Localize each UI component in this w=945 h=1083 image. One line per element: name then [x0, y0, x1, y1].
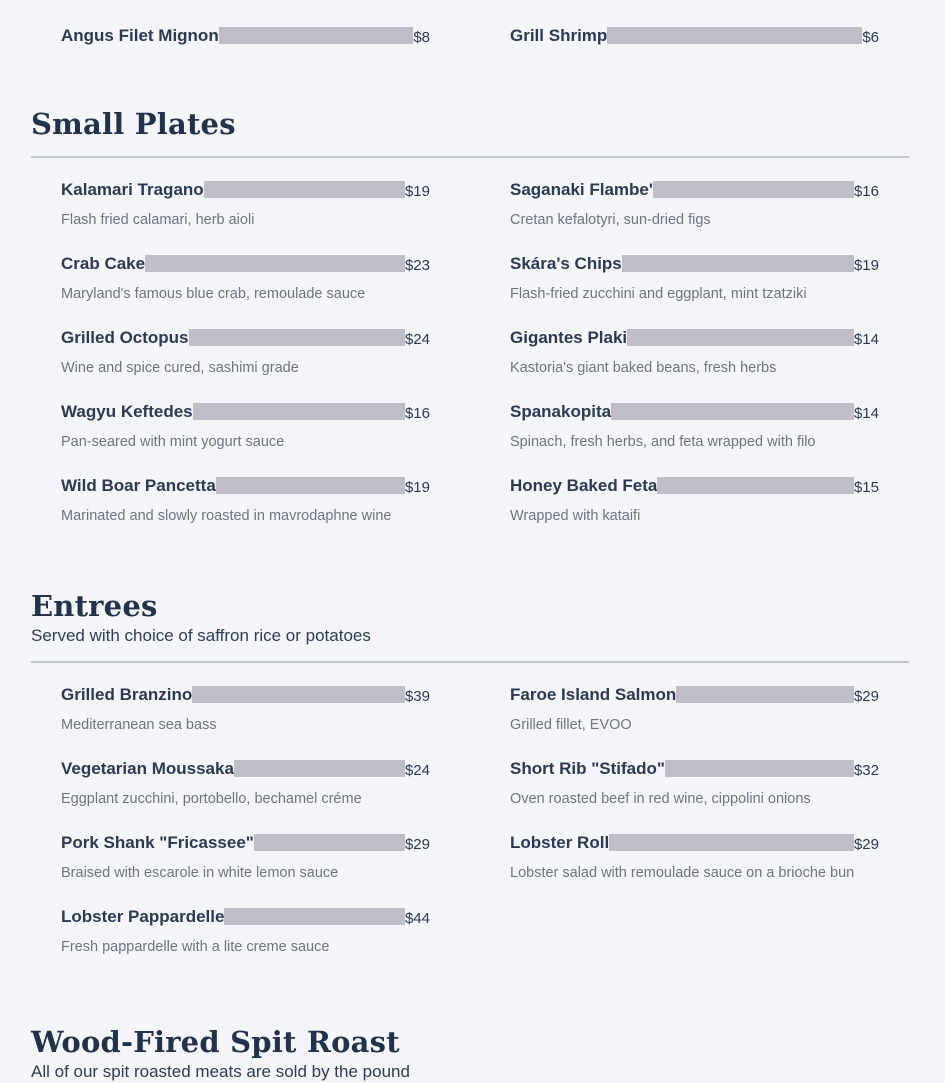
menu-item-name: Angus Filet Mignon: [61, 26, 219, 45]
menu-item-row: [61, 685, 430, 715]
menu-item-description: Eggplant zucchini, portobello, bechamel créme: [61, 791, 362, 807]
menu-item-description: Braised with escarole in white lemon sauce: [61, 865, 339, 881]
menu-item-name: Spanakopita: [510, 402, 612, 421]
menu-item-description: Wine and spice cured, sashimi grade: [61, 360, 299, 376]
menu-item-row: [510, 833, 879, 863]
menu-item-description: Pan-seared with mint yogurt sauce: [61, 434, 285, 450]
menu-item-name: Gigantes Plaki: [510, 328, 628, 347]
leader-bar: [234, 760, 405, 777]
small-plates-section: [31, 107, 909, 550]
small-plates-grid: [31, 180, 909, 550]
menu-item-price: $24: [404, 331, 430, 348]
menu-item-price: $6: [862, 29, 879, 46]
menu-item-price: $29: [853, 836, 879, 853]
menu-item[interactable]: [61, 907, 430, 981]
menu-item-name: Saganaki Flambe': [510, 180, 653, 199]
entrees-grid: [31, 685, 909, 981]
leader-bar: [145, 255, 405, 272]
menu-item[interactable]: [61, 254, 430, 328]
menu-item-name: Faroe Island Salmon: [510, 685, 677, 704]
menu-item-description: Spinach, fresh herbs, and feta wrapped with filo: [510, 434, 816, 450]
section-title: Entrees: [31, 589, 158, 623]
menu-item-row: [510, 254, 879, 284]
menu-item-name: Vegetarian Moussaka: [61, 759, 234, 778]
section-title: Wood-Fired Spit Roast: [31, 1025, 400, 1059]
top-row: [31, 26, 909, 100]
leader-bar: [189, 329, 405, 346]
menu-item[interactable]: [510, 759, 879, 833]
menu-item-row: [61, 328, 430, 358]
menu-item[interactable]: [510, 180, 879, 254]
menu-item-price: $19: [404, 183, 430, 200]
leader-bar: [622, 255, 854, 272]
menu-item-row: [510, 476, 879, 506]
menu-item-price: $19: [404, 479, 430, 496]
menu-item-name: Short Rib "Stifado": [510, 759, 665, 778]
menu-item-row: [510, 685, 879, 715]
section-title: Small Plates: [31, 107, 236, 141]
leader-bar: [254, 834, 405, 851]
menu-item-name: Pork Shank "Fricassee": [61, 833, 254, 852]
menu-item-price: $14: [853, 405, 879, 422]
menu-item-price: $14: [853, 331, 879, 348]
menu-item-price: $24: [404, 762, 430, 779]
menu-item-name: Skára's Chips: [510, 254, 622, 273]
menu-item-description: Lobster salad with remoulade sauce on a brioche bun: [510, 865, 855, 881]
menu-item-row: [61, 759, 430, 789]
menu-item-price: $23: [404, 257, 430, 274]
menu-item-name: Wild Boar Pancetta: [61, 476, 216, 495]
menu-item-row: [510, 26, 879, 56]
leader-bar: [609, 834, 854, 851]
menu-item[interactable]: [510, 254, 879, 328]
menu-item-row: [61, 254, 430, 284]
menu-item-row: [61, 833, 430, 863]
leader-bar: [224, 908, 405, 925]
leader-bar: [192, 686, 405, 703]
menu-item-description: Maryland's famous blue crab, remoulade sauce: [61, 286, 366, 302]
menu-item-row: [510, 759, 879, 789]
menu-item[interactable]: [510, 328, 879, 402]
menu-item-description: Flash-fried zucchini and eggplant, mint tzatziki: [510, 286, 807, 302]
menu-item-description: Grilled fillet, EVOO: [510, 717, 632, 733]
menu-item-price: $16: [853, 183, 879, 200]
leader-bar: [653, 181, 854, 198]
menu-item-description: Flash fried calamari, herb aioli: [61, 212, 255, 228]
menu-item[interactable]: [61, 476, 430, 550]
section-subtitle: All of our spit roasted meats are sold by the pound: [31, 1062, 410, 1081]
leader-bar: [607, 27, 862, 44]
menu-item-price: $29: [404, 836, 430, 853]
menu-item[interactable]: [510, 833, 879, 907]
menu-item-name: Grilled Branzino: [61, 685, 193, 704]
leader-bar: [676, 686, 854, 703]
menu-item-description: Mediterranean sea bass: [61, 717, 217, 733]
menu-item[interactable]: [510, 26, 879, 100]
leader-bar: [216, 477, 405, 494]
menu-item-price: $15: [853, 479, 879, 496]
menu-item-row: [510, 402, 879, 432]
leader-bar: [657, 477, 854, 494]
menu-item-price: $8: [413, 29, 430, 46]
menu-item[interactable]: [61, 759, 430, 833]
menu-item-price: $29: [853, 688, 879, 705]
menu-item[interactable]: [61, 402, 430, 476]
menu-item[interactable]: [510, 685, 879, 759]
menu-item-row: [61, 26, 430, 56]
menu-item-row: [510, 180, 879, 210]
top-row-grid: [31, 26, 909, 100]
leader-bar: [665, 760, 854, 777]
menu-item-description: Wrapped with kataifi: [510, 508, 641, 524]
menu-item-name: Grill Shrimp: [510, 26, 608, 45]
leader-bar: [611, 403, 854, 420]
leader-bar: [219, 27, 414, 44]
menu-item-description: Fresh pappardelle with a lite creme sauce: [61, 939, 330, 955]
menu-item-price: $16: [404, 405, 430, 422]
menu-item-description: Marinated and slowly roasted in mavrodaphne wine: [61, 508, 392, 524]
menu-item-row: [61, 180, 430, 210]
menu-item[interactable]: [61, 328, 430, 402]
menu-item[interactable]: [510, 476, 879, 550]
menu-item[interactable]: [61, 833, 430, 907]
menu-item-name: Honey Baked Feta: [510, 476, 658, 495]
menu-item-name: Grilled Octopus: [61, 328, 189, 347]
menu-item-description: Oven roasted beef in red wine, cippolini onions: [510, 791, 811, 807]
menu-item-description: Cretan kefalotyri, sun-dried figs: [510, 212, 711, 228]
section-subtitle: Served with choice of saffron rice or potatoes: [31, 626, 371, 645]
menu-item-name: Crab Cake: [61, 254, 146, 273]
menu-item-name: Lobster Roll: [510, 833, 610, 852]
spit-roast-section: [31, 1025, 909, 1082]
menu-item-row: [510, 328, 879, 358]
menu-item-description: Kastoria's giant baked beans, fresh herbs: [510, 360, 777, 376]
section-divider: [31, 661, 909, 663]
menu-item-price: $19: [853, 257, 879, 274]
menu-item-row: [61, 402, 430, 432]
leader-bar: [193, 403, 405, 420]
section-divider: [31, 156, 909, 158]
menu-item[interactable]: [61, 685, 430, 759]
leader-bar: [204, 181, 405, 198]
menu-item[interactable]: [510, 402, 879, 476]
menu-item-row: [61, 476, 430, 506]
menu-item[interactable]: [61, 180, 430, 254]
menu-item-price: $44: [404, 910, 430, 927]
menu-item-price: $39: [404, 688, 430, 705]
leader-bar: [627, 329, 854, 346]
menu-item-row: [61, 907, 430, 937]
menu-item[interactable]: [61, 26, 430, 100]
entrees-section: [31, 589, 909, 981]
menu-item-price: $32: [853, 762, 879, 779]
menu-item-name: Lobster Pappardelle: [61, 907, 225, 926]
menu-item-name: Wagyu Keftedes: [61, 402, 193, 421]
menu-item-name: Kalamari Tragano: [61, 180, 204, 199]
